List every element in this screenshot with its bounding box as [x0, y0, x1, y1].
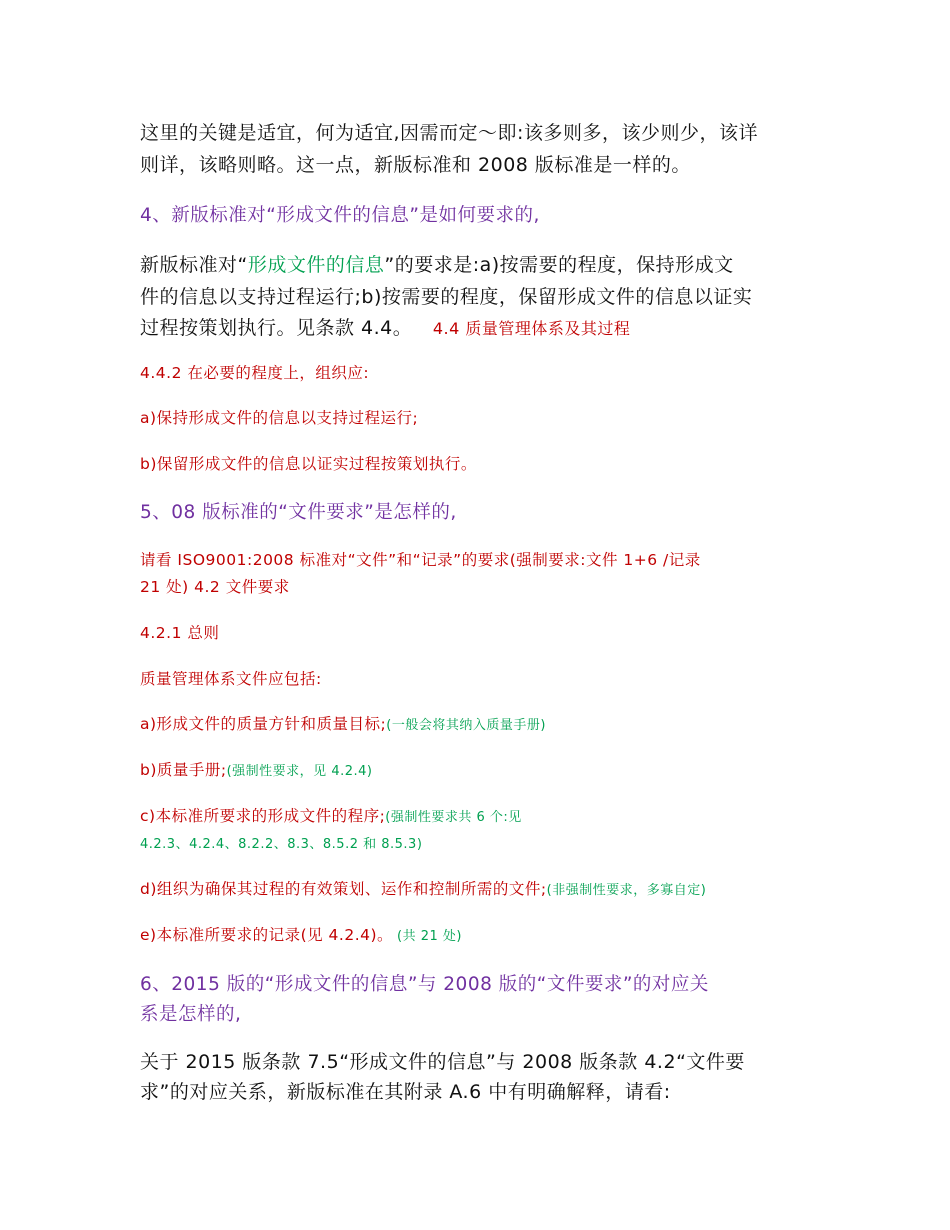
clause-4-2-1-title: 4.2.1 总则: [140, 624, 220, 642]
section-heading-5: 5、08 版标准的“文件要求”是怎样的,: [140, 502, 457, 523]
paragraph-line: [140, 250, 734, 277]
clause-item: a)保持形成文件的信息以支持过程运行;: [140, 409, 419, 427]
list-item: [140, 923, 462, 945]
list-item-note: (强制性要求，见 4.2.4): [226, 764, 373, 779]
clause-4-4-2-title: 4.4.2 在必要的程度上，组织应:: [140, 364, 370, 382]
paragraph-line: [140, 313, 630, 340]
paragraph-line: 则详，该略则略。这一点，新版标准和 2008 版标准是一样的。: [140, 154, 691, 176]
list-item: [140, 758, 372, 780]
requirement-line: 21 处) 4.2 文件要求: [140, 578, 290, 596]
paragraph-line: 这里的关键是适宜，何为适宜,因需而定～即:该多则多，该少则少，该详: [140, 122, 758, 144]
list-item-note: (强制性要求共 6 个:见: [385, 810, 522, 825]
requirement-line: 请看 ISO9001:2008 标准对“文件”和“记录”的要求(强制要求:文件 1+6 /记录: [140, 551, 701, 569]
section-heading-6-continued: 系是怎样的,: [140, 1004, 242, 1025]
list-item-text: d)组织为确保其过程的有效策划、运作和控制所需的文件;: [140, 880, 547, 898]
list-item-text: e)本标准所要求的记录(见 4.2.4)。: [140, 926, 394, 944]
text-run: 过程按策划执行。见条款 4.4。: [140, 317, 413, 339]
highlighted-term: 形成文件的信息: [247, 254, 385, 276]
list-item-text: b)质量手册;: [140, 761, 227, 779]
list-item: [140, 804, 522, 826]
text-run: 新版标准对“: [140, 254, 248, 276]
list-item-note: (一般会将其纳入质量手册): [386, 718, 546, 733]
section-heading-6: 6、2015 版的“形成文件的信息”与 2008 版的“文件要求”的对应关: [140, 974, 709, 995]
list-item-note: (非强制性要求，多寡自定): [546, 883, 707, 898]
list-item-text: a)形成文件的质量方针和质量目标;: [140, 715, 387, 733]
paragraph-line: 关于 2015 版条款 7.5“形成文件的信息”与 2008 版条款 4.2“文件要: [140, 1051, 745, 1073]
list-item: [140, 877, 706, 899]
clause-item: b)保留形成文件的信息以证实过程按策划执行。: [140, 455, 477, 473]
list-item-note: (共 21 处): [397, 929, 462, 944]
clause-title-4-4: 4.4 质量管理体系及其过程: [432, 319, 631, 338]
section-heading-4: 4、新版标准对“形成文件的信息”是如何要求的,: [140, 205, 540, 226]
list-item-note-continued: 4.2.3、4.2.4、8.2.2、8.3、8.5.2 和 8.5.3): [140, 837, 423, 852]
text-run: ”的要求是:a)按需要的程度，保持形成文: [384, 254, 734, 276]
paragraph-line: 件的信息以支持过程运行;b)按需要的程度，保留形成文件的信息以证实: [140, 286, 753, 308]
list-item: [140, 712, 546, 734]
paragraph-line: 求”的对应关系，新版标准在其附录 A.6 中有明确解释，请看:: [140, 1081, 671, 1103]
list-item-text: c)本标准所要求的形成文件的程序;: [140, 807, 386, 825]
clause-intro: 质量管理体系文件应包括:: [140, 670, 322, 688]
